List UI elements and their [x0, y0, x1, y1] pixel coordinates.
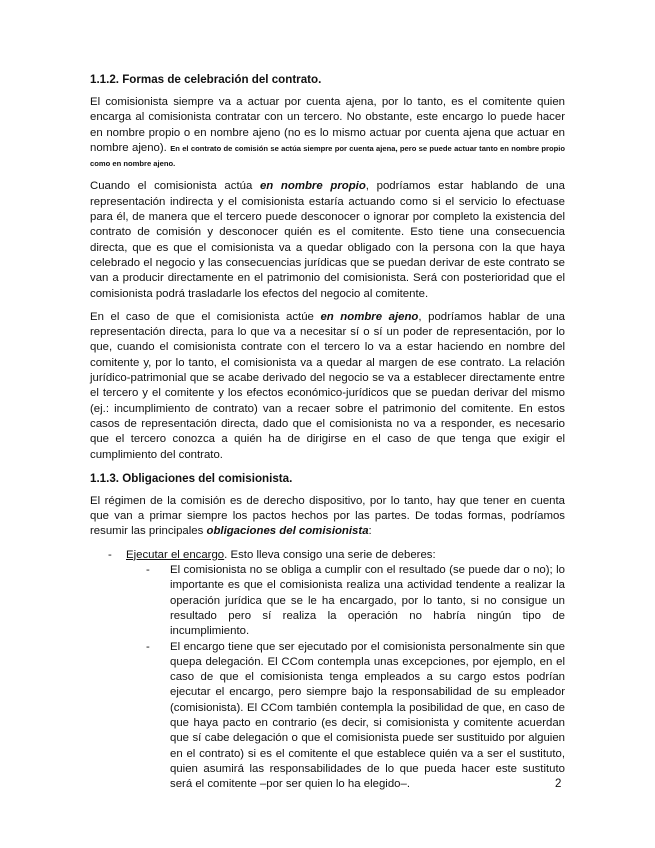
paragraph-nombre-ajeno-body: , podríamos hablar de una representación directa, para lo que va a necesitar sí o sí un poder de representación, por lo que, cuando el comisionista contrate con el tercero lo va a estar haciendo en nombre del comitente y, por lo tanto, el comisionista va a quedar al margen de ese contrato. La relación jurídico-patrimonial que se acabe derivado del negocio se va a establecer directamente entre el tercero y el comitente y los efectos económico-jurídicos que se puedan derivar del mismo (ej.: incumplimiento de contrato) van a recaer sobre el patrimonio del comitente. En estos casos de representación directa, dado que el comisionista no va a responder, es necesario que el tercero conozca a quién ha de dirigirse en el caso de que tenga que exigir el cumplimiento del contrato.	[90, 310, 565, 461]
paragraph-nombre-propio	[90, 179, 565, 301]
paragraph-regimen-end: :	[368, 525, 372, 538]
item-text-ejecutar-encargo: . Esto lleva consigo una serie de deberes:	[224, 548, 436, 561]
sub-list-dash: -	[146, 564, 150, 577]
emphasis-nombre-propio: en nombre propio	[259, 180, 366, 193]
sub-item-resultado	[90, 563, 565, 639]
item-label-ejecutar-encargo: Ejecutar el encargo	[126, 548, 225, 561]
list-item-ejecutar-encargo	[90, 548, 565, 563]
paragraph-nombre-propio-lead: Cuando el comisionista actúa	[90, 180, 260, 193]
paragraph-regimen-lead: El régimen de la comisión es de derecho dispositivo, por lo tanto, hay que tener en cuenta que van a primar siempre los pactos hechos por las partes. De todas formas, podríamos resumir las principales	[90, 494, 565, 538]
paragraph-nombre-ajeno-lead: En el caso de que el comisionista actúe	[90, 310, 321, 323]
sub-list-dash: -	[146, 640, 150, 653]
document-page	[90, 72, 565, 792]
emphasis-obligaciones: obligaciones del comisionista	[206, 525, 369, 538]
sub-item-resultado-text: El comisionista no se obliga a cumplir con el resultado (se puede dar o no); lo importante es que el comisionista realiza una actividad tendente a realizar la operación jurídica que se le ha encargado, por lo tanto, si no consigue un resultado pero sí realiza la operación no habría ningún tipo de incumplimiento.	[170, 564, 565, 638]
paragraph-regimen	[90, 494, 565, 540]
emphasis-nombre-ajeno: en nombre ajeno	[320, 310, 419, 323]
section-heading-formas: 1.1.2. Formas de celebración del contrato.	[90, 73, 322, 86]
list-dash: -	[108, 548, 112, 561]
sub-item-delegacion-text: El encargo tiene que ser ejecutado por el comisionista personalmente sin que quepa delegación. El CCom contempla unas excepciones, por ejemplo, en el caso de que el comisionista tenga empleados a su cargo estos podrían ejecutar el encargo, pero siempre bajo la responsabilidad de su empleador (comisionista). El CCom también contempla la posibilidad de que, en caso de que haya pacto en contrario (es decir, si comisionista y comitente acuerdan que sí cabe delegación o que el comisionista puede ser sustituido por alguien en el contrato) si es el comitente el que establece quién va a ser el sustituto, quien asumirá las responsabilidades de lo que pueda hacer este sustituto será el comitente –por ser quien lo ha elegido–.	[170, 640, 565, 791]
paragraph-cuenta-ajena	[90, 95, 565, 171]
section-heading-obligaciones: 1.1.3. Obligaciones del comisionista.	[90, 471, 293, 485]
paragraph-cuenta-ajena-text: El comisionista siempre va a actuar por cuenta ajena, por lo tanto, es el comitente quien encarga al comisionista contratar con un tercero. No obstante, este encargo lo puede hacer en nombre propio o en nombre ajeno (no es lo mismo actuar por cuenta ajena que actuar en nombre ajeno).	[90, 96, 565, 154]
sub-item-delegacion	[90, 640, 565, 793]
page-number: 2	[555, 778, 562, 790]
paragraph-nombre-propio-body: , podríamos estar hablando de una representación indirecta y el comisionista estaría actuando como si el servicio lo efectuase para él, de manera que el tercero puede desconocer o ignorar por completo la existencia del contrato de comisión y desconocer quién es el comitente. Esto tiene una consecuencia directa, que es que el comisionista va a quedar obligado con la persona con la que haya celebrado el negocio y las consecuencias jurídicas que se puedan derivar de este contrato se van a producir directamente en el patrimonio del comisionista. Será con posterioridad que el comisionista podrá trasladarle los efectos del negocio al comitente.	[90, 180, 565, 300]
small-note: En el contrato de comisión se actúa siempre por cuenta ajena, pero se puede actuar tanto en nombre propio como en nombre ajeno.	[90, 143, 566, 169]
paragraph-nombre-ajeno	[90, 310, 565, 463]
